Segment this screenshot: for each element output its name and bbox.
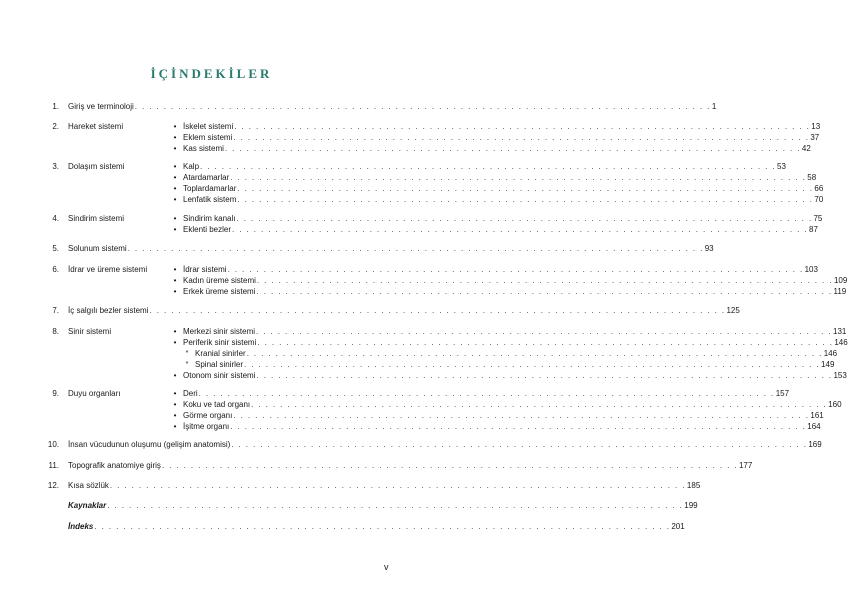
page-ref: 177 <box>738 461 753 470</box>
dot-leader: . . . . . . . . . . . . . . . . . . . . . . . . . . . . . . . . . . . . . . . . . . . . . . . . . . . . . . . . . . . . . . . . . . . . . . . . . . . . . . . . <box>256 327 833 336</box>
bullet-icon: • <box>173 122 177 131</box>
chapter-title: İnsan vücudunun oluşumu (gelişim anatomisi) <box>68 440 231 449</box>
dot-leader: . . . . . . . . . . . . . . . . . . . . . . . . . . . . . . . . . . . . . . . . . . . . . . . . . . . . . . . . . . . . . . . . . . . . . . . . . . . . . . . . <box>231 440 808 449</box>
bullet-icon: • <box>173 173 177 182</box>
asterisk-icon: * <box>185 361 189 368</box>
toc-entry[interactable] <box>183 421 821 432</box>
dot-leader: . . . . . . . . . . . . . . . . . . . . . . . . . . . . . . . . . . . . . . . . . . . . . . . . . . . . . . . . . . . . . . . . . . . . . . . . . . . . . . . . <box>256 287 833 296</box>
page-ref: 125 <box>726 306 740 315</box>
toc-entry[interactable] <box>183 410 824 421</box>
toc-entry[interactable] <box>183 326 847 337</box>
chapter-title: Solunum sistemi <box>68 244 127 253</box>
bullet-icon: • <box>173 214 177 223</box>
chapter-number: 3. <box>52 162 59 171</box>
dot-leader: . . . . . . . . . . . . . . . . . . . . . . . . . . . . . . . . . . . . . . . . . . . . . . . . . . . . . . . . . . . . . . . . . . . . . . . . . . . . . . . . <box>149 306 726 315</box>
chapter-number: 12. <box>47 481 59 490</box>
page-title: İÇİNDEKİLER <box>150 66 273 81</box>
toc-entry[interactable] <box>68 480 701 491</box>
page-ref: 53 <box>777 162 786 171</box>
toc-entry[interactable] <box>183 370 847 381</box>
toc-entry[interactable] <box>68 305 740 316</box>
chapter-number: 8. <box>52 327 59 336</box>
page-ref: 42 <box>801 144 811 153</box>
bullet-icon: • <box>173 287 177 296</box>
dot-leader: . . . . . . . . . . . . . . . . . . . . . . . . . . . . . . . . . . . . . . . . . . . . . . . . . . . . . . . . . . . . . . . . . . . . . . . . . . . . . . . . <box>230 422 807 431</box>
chapter-number: 5. <box>52 244 59 253</box>
dot-leader: . . . . . . . . . . . . . . . . . . . . . . . . . . . . . . . . . . . . . . . . . . . . . . . . . . . . . . . . . . . . . . . . . . . . . . . . . . . . . . . . <box>107 501 684 510</box>
page-ref: 58 <box>807 173 817 182</box>
section-title: Deri <box>183 389 198 398</box>
toc-entry[interactable] <box>68 500 698 511</box>
chapter-number: 4. <box>52 214 59 223</box>
dot-leader: . . . . . . . . . . . . . . . . . . . . . . . . . . . . . . . . . . . . . . . . . . . . . . . . . . . . . . . . . . . . . . . . . . . . . . . . . . . . . . . . <box>246 349 823 358</box>
page-ref: 153 <box>833 371 847 380</box>
page-ref: 93 <box>704 244 714 253</box>
toc-entry[interactable] <box>68 460 753 471</box>
bullet-icon: • <box>173 225 177 234</box>
page-ref: 131 <box>833 327 847 336</box>
toc-entry[interactable] <box>68 243 714 254</box>
toc-entry[interactable] <box>183 161 786 172</box>
bullet-icon: • <box>173 144 177 153</box>
toc-entry[interactable] <box>183 224 818 235</box>
dot-leader: . . . . . . . . . . . . . . . . . . . . . . . . . . . . . . . . . . . . . . . . . . . . . . . . . . . . . . . . . . . . . . . . . . . . . . . . . . . . . . . . <box>236 214 813 223</box>
dot-leader: . . . . . . . . . . . . . . . . . . . . . . . . . . . . . . . . . . . . . . . . . . . . . . . . . . . . . . . . . . . . . . . . . . . . . . . . . . . . . . . . <box>198 389 775 398</box>
chapter-number: 2. <box>52 122 59 131</box>
asterisk-icon: * <box>185 350 189 357</box>
section-title: Kadın üreme sistemi <box>183 276 256 285</box>
bullet-icon: • <box>173 265 177 274</box>
page-ref: 160 <box>828 400 842 409</box>
bullet-icon: • <box>173 422 177 431</box>
chapter-title: Topografik anatomiye giriş <box>68 461 161 470</box>
chapter-number: 11. <box>48 461 59 470</box>
bullet-icon: • <box>173 195 177 204</box>
section-title: Periferik sinir sistemi <box>183 338 257 347</box>
dot-leader: . . . . . . . . . . . . . . . . . . . . . . . . . . . . . . . . . . . . . . . . . . . . . . . . . . . . . . . . . . . . . . . . . . . . . . . . . . . . . . . . <box>200 162 777 171</box>
section-title: Görme organı <box>183 411 233 420</box>
subsection-title: Spinal sinirler <box>195 360 244 369</box>
bullet-icon: • <box>173 371 177 380</box>
chapter-number: 6. <box>52 265 59 274</box>
dot-leader: . . . . . . . . . . . . . . . . . . . . . . . . . . . . . . . . . . . . . . . . . . . . . . . . . . . . . . . . . . . . . . . . . . . . . . . . . . . . . . . . <box>127 244 704 253</box>
page-ref: 119 <box>833 287 847 296</box>
bullet-icon: • <box>173 411 177 420</box>
section-title: Lenfatik sistem <box>183 195 237 204</box>
toc-entry[interactable] <box>183 337 848 348</box>
bullet-icon: • <box>173 389 177 398</box>
toc-entry[interactable] <box>183 172 817 183</box>
section-title: Kalp <box>183 162 200 171</box>
dot-leader: . . . . . . . . . . . . . . . . . . . . . . . . . . . . . . . . . . . . . . . . . . . . . . . . . . . . . . . . . . . . . . . . . . . . . . . . . . . . . . . . <box>232 225 809 234</box>
page-ref: 109 <box>833 276 848 285</box>
section-title: Toplardamarlar <box>183 184 237 193</box>
bullet-icon: • <box>173 327 177 336</box>
section-title: Kas sistemi <box>183 144 224 153</box>
toc-entry[interactable] <box>183 132 820 143</box>
page-ref: 164 <box>807 422 821 431</box>
dot-leader: . . . . . . . . . . . . . . . . . . . . . . . . . . . . . . . . . . . . . . . . . . . . . . . . . . . . . . . . . . . . . . . . . . . . . . . . . . . . . . . . <box>230 173 807 182</box>
page-ref: 37 <box>810 133 820 142</box>
page-ref: 146 <box>823 349 838 358</box>
chapter-number: 9. <box>52 389 59 398</box>
page-ref: 169 <box>808 440 822 449</box>
toc-entry[interactable] <box>183 121 821 132</box>
dot-leader: . . . . . . . . . . . . . . . . . . . . . . . . . . . . . . . . . . . . . . . . . . . . . . . . . . . . . . . . . . . . . . . . . . . . . . . . . . . . . . . . <box>251 400 828 409</box>
toc-entry[interactable] <box>68 439 822 450</box>
page-ref: 149 <box>821 360 835 369</box>
page-ref: 199 <box>684 501 698 510</box>
page-ref: 75 <box>813 214 823 223</box>
toc-entry[interactable] <box>183 264 818 275</box>
bullet-icon: • <box>173 133 177 142</box>
page-ref: 185 <box>686 481 701 490</box>
page-ref: 103 <box>804 265 818 274</box>
toc-entry[interactable] <box>68 101 717 112</box>
dot-leader: . . . . . . . . . . . . . . . . . . . . . . . . . . . . . . . . . . . . . . . . . . . . . . . . . . . . . . . . . . . . . . . . . . . . . . . . . . . . . . . . <box>244 360 821 369</box>
bullet-icon: • <box>173 276 177 285</box>
dot-leader: . . . . . . . . . . . . . . . . . . . . . . . . . . . . . . . . . . . . . . . . . . . . . . . . . . . . . . . . . . . . . . . . . . . . . . . . . . . . . . . . <box>227 265 804 274</box>
page-number: v <box>384 562 389 572</box>
back-matter-title: Kaynaklar <box>68 501 107 510</box>
section-title: Sindirim kanalı <box>183 214 236 223</box>
dot-leader: . . . . . . . . . . . . . . . . . . . . . . . . . . . . . . . . . . . . . . . . . . . . . . . . . . . . . . . . . . . . . . . . . . . . . . . . . . . . . . . . <box>237 184 814 193</box>
dot-leader: . . . . . . . . . . . . . . . . . . . . . . . . . . . . . . . . . . . . . . . . . . . . . . . . . . . . . . . . . . . . . . . . . . . . . . . . . . . . . . . . <box>161 461 738 470</box>
chapter-title: Dolaşım sistemi <box>68 162 125 171</box>
section-title: İdrar sistemi <box>183 265 227 274</box>
bullet-icon: • <box>173 184 177 193</box>
dot-leader: . . . . . . . . . . . . . . . . . . . . . . . . . . . . . . . . . . . . . . . . . . . . . . . . . . . . . . . . . . . . . . . . . . . . . . . . . . . . . . . . <box>256 371 833 380</box>
toc-entry[interactable] <box>183 275 848 286</box>
bullet-icon: • <box>173 162 177 171</box>
page-ref: 70 <box>814 195 824 204</box>
chapter-title: Giriş ve terminoloji <box>68 102 134 111</box>
section-title: Otonom sinir sistemi <box>183 371 256 380</box>
chapter-number: 1. <box>52 102 59 111</box>
chapter-title: Kısa sözlük <box>68 481 109 490</box>
page-ref: 1 <box>711 102 717 111</box>
dot-leader: . . . . . . . . . . . . . . . . . . . . . . . . . . . . . . . . . . . . . . . . . . . . . . . . . . . . . . . . . . . . . . . . . . . . . . . . . . . . . . . . <box>256 276 833 285</box>
dot-leader: . . . . . . . . . . . . . . . . . . . . . . . . . . . . . . . . . . . . . . . . . . . . . . . . . . . . . . . . . . . . . . . . . . . . . . . . . . . . . . . . <box>234 122 811 131</box>
page-ref: 13 <box>811 122 821 131</box>
dot-leader: . . . . . . . . . . . . . . . . . . . . . . . . . . . . . . . . . . . . . . . . . . . . . . . . . . . . . . . . . . . . . . . . . . . . . . . . . . . . . . . . <box>257 338 834 347</box>
chapter-title: Sinir sistemi <box>68 327 112 336</box>
toc-entry[interactable] <box>183 194 824 205</box>
bullet-icon: • <box>173 338 177 347</box>
section-title: İskelet sistemi <box>183 122 234 131</box>
subsection-title: Kranial sinirler <box>195 349 246 358</box>
chapter-title: Sindirim sistemi <box>68 214 125 223</box>
section-title: Atardamarlar <box>183 173 230 182</box>
page-ref: 157 <box>775 389 790 398</box>
dot-leader: . . . . . . . . . . . . . . . . . . . . . . . . . . . . . . . . . . . . . . . . . . . . . . . . . . . . . . . . . . . . . . . . . . . . . . . . . . . . . . . . <box>109 481 686 490</box>
toc-entry[interactable] <box>183 399 842 410</box>
section-title: Koku ve tad organı <box>183 400 251 409</box>
back-matter-title: İndeks <box>68 522 94 531</box>
toc-entry[interactable] <box>183 143 811 154</box>
chapter-title: Duyu organları <box>68 389 121 398</box>
bullet-icon: • <box>173 400 177 409</box>
section-title: Eklenti bezler <box>183 225 232 234</box>
toc-entry[interactable] <box>183 183 824 194</box>
toc-entry[interactable] <box>195 348 838 359</box>
dot-leader: . . . . . . . . . . . . . . . . . . . . . . . . . . . . . . . . . . . . . . . . . . . . . . . . . . . . . . . . . . . . . . . . . . . . . . . . . . . . . . . . <box>224 144 801 153</box>
toc-entry[interactable] <box>195 359 835 370</box>
dot-leader: . . . . . . . . . . . . . . . . . . . . . . . . . . . . . . . . . . . . . . . . . . . . . . . . . . . . . . . . . . . . . . . . . . . . . . . . . . . . . . . . <box>94 522 671 531</box>
dot-leader: . . . . . . . . . . . . . . . . . . . . . . . . . . . . . . . . . . . . . . . . . . . . . . . . . . . . . . . . . . . . . . . . . . . . . . . . . . . . . . . . <box>237 195 814 204</box>
section-title: Merkezi sinir sistemi <box>183 327 256 336</box>
page-ref: 87 <box>809 225 818 234</box>
chapter-number: 10. <box>47 440 59 449</box>
page-ref: 146 <box>834 338 848 347</box>
toc-entry[interactable] <box>183 286 847 297</box>
section-title: Erkek üreme sistemi <box>183 287 256 296</box>
toc-entry[interactable] <box>183 388 790 399</box>
chapter-title: İç salgılı bezler sistemi <box>68 306 149 315</box>
page-ref: 201 <box>671 522 685 531</box>
toc-entry[interactable] <box>183 213 823 224</box>
chapter-title: Hareket sistemi <box>68 122 124 131</box>
toc-entry[interactable] <box>68 521 685 532</box>
chapter-number: 7. <box>52 306 59 315</box>
section-title: Eklem sistemi <box>183 133 233 142</box>
dot-leader: . . . . . . . . . . . . . . . . . . . . . . . . . . . . . . . . . . . . . . . . . . . . . . . . . . . . . . . . . . . . . . . . . . . . . . . . . . . . . . . . <box>233 133 810 142</box>
chapter-title: İdrar ve üreme sistemi <box>68 265 148 274</box>
dot-leader: . . . . . . . . . . . . . . . . . . . . . . . . . . . . . . . . . . . . . . . . . . . . . . . . . . . . . . . . . . . . . . . . . . . . . . . . . . . . . . . . <box>134 102 711 111</box>
section-title: İşitme organı <box>183 422 230 431</box>
page-ref: 161 <box>810 411 824 420</box>
dot-leader: . . . . . . . . . . . . . . . . . . . . . . . . . . . . . . . . . . . . . . . . . . . . . . . . . . . . . . . . . . . . . . . . . . . . . . . . . . . . . . . . <box>233 411 810 420</box>
page-ref: 66 <box>814 184 824 193</box>
